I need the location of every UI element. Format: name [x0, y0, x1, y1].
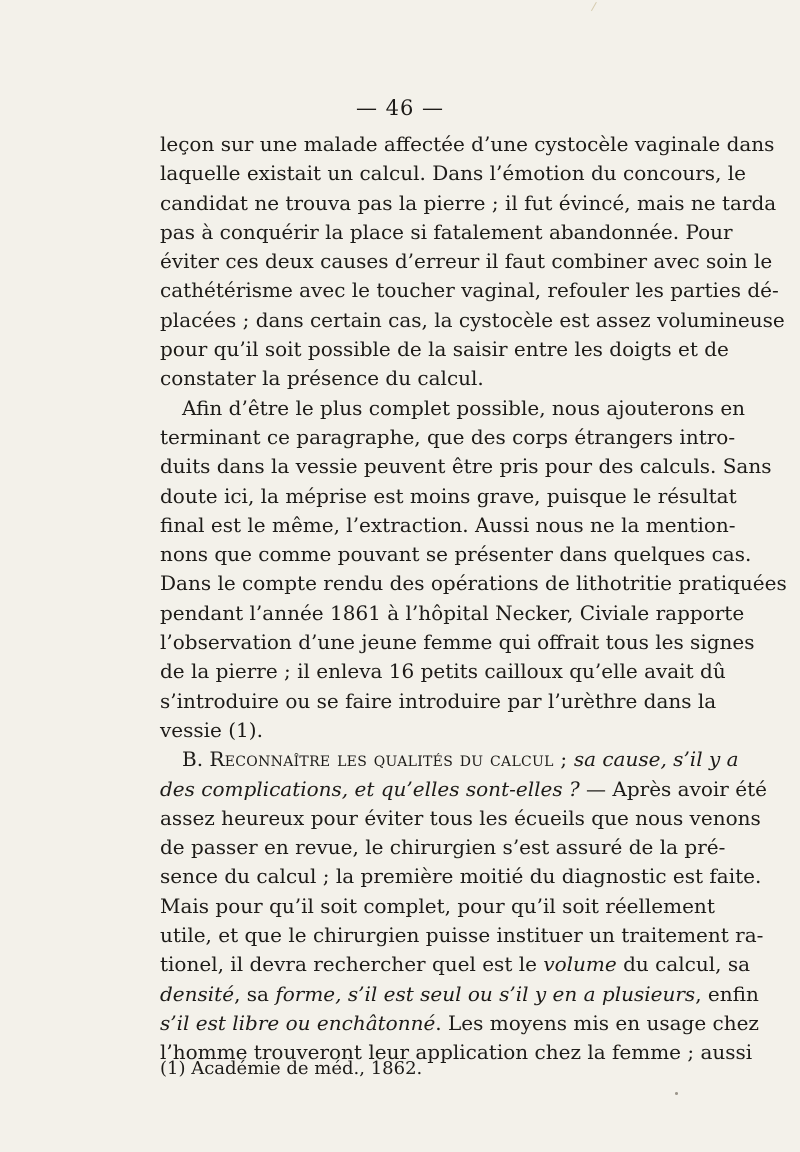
text-span: , sa	[234, 981, 276, 1006]
body-text	[160, 130, 787, 1068]
text-line: doute ici, la méprise est moins grave, puisque le résultat	[160, 483, 737, 508]
italic-term: densité	[160, 981, 235, 1006]
text-line: éviter ces deux causes d’erreur il faut combiner avec soin le	[160, 249, 773, 274]
text-line: final est le même, l’extraction. Aussi nous ne la mention-	[160, 512, 736, 537]
text-line: placées ; dans certain cas, la cystocèle est assez volumineuse	[160, 307, 785, 332]
text-line: terminant ce paragraphe, que des corps étrangers intro-	[160, 424, 736, 449]
text-line: leçon sur une malade affectée d’une cystocèle vaginale dans	[160, 132, 775, 156]
text-line	[160, 1009, 759, 1038]
text-line: de passer en revue, le chirurgien s’est assuré de la pré-	[160, 835, 726, 860]
text-line: Afin d’être le plus complet possible, nous ajouterons en	[182, 395, 746, 420]
text-line: l’observation d’une jeune femme qui offrait tous les signes	[160, 630, 755, 655]
text-line	[160, 950, 751, 979]
text-line: l’homme trouveront leur application chez la femme ; aussi	[160, 1040, 753, 1065]
text-span: du calcul, sa	[616, 952, 751, 977]
text-line	[160, 980, 759, 1009]
footnote: (1) Académie de méd., 1862.	[160, 1058, 423, 1079]
text-line: pendant l’année 1861 à l’hôpital Necker, Civiale rapporte	[160, 600, 745, 625]
paper-mark	[591, 2, 602, 14]
section-heading-italic: sa cause, s’il y a	[573, 747, 739, 772]
paper-speck	[675, 1092, 678, 1095]
text-line: candidat ne trouva pas la pierre ; il fut évincé, mais ne tarda	[160, 190, 777, 215]
text-span: , enfin	[695, 981, 759, 1006]
text-line: s’introduire ou se faire introduire par l’urèthre dans la	[160, 688, 717, 713]
text-line: Mais pour qu’il soit complet, pour qu’il soit réellement	[160, 893, 715, 918]
page-number: — 46 —	[355, 96, 445, 120]
section-heading-italic-cont: des complications, et qu’elles sont-elles ?	[160, 776, 580, 801]
section-heading: Reconnaître les qualités du calcul ;	[209, 747, 568, 772]
text-line: nons que comme pouvant se présenter dans quelques cas.	[160, 542, 752, 567]
text-span: tionel, il devra rechercher quel est le	[160, 952, 537, 977]
italic-term: s’il est libre ou enchâtonné	[160, 1010, 436, 1035]
italic-term: volume	[543, 952, 617, 977]
text-line: pas à conquérir la place si fatalement abandonnée. Pour	[160, 219, 733, 244]
text-line: de la pierre ; il enleva 16 petits cailloux qu’elle avait dû	[160, 659, 726, 684]
text-line: assez heureux pour éviter tous les écueils que nous venons	[160, 805, 761, 830]
text-line: utile, et que le chirurgien puisse instituer un traitement ra-	[160, 923, 764, 948]
text-line: cathétérisme avec le toucher vaginal, refouler les parties dé-	[160, 278, 779, 303]
text-line: sence du calcul ; la première moitié du diagnostic est faite.	[160, 864, 762, 889]
text-line: Dans le compte rendu des opérations de lithotritie pratiquées	[160, 571, 787, 596]
italic-term: forme, s’il est seul ou s’il y en a plusieurs	[275, 981, 696, 1006]
text-line: constater la présence du calcul.	[160, 366, 484, 391]
text-span: — Après avoir été	[579, 776, 767, 801]
text-line: duits dans la vessie peuvent être pris pour des calculs. Sans	[160, 454, 772, 479]
text-line: vessie (1).	[160, 717, 263, 742]
section-letter: B.	[182, 747, 204, 772]
text-line	[160, 775, 767, 804]
text-line: laquelle existait un calcul. Dans l’émotion du concours, le	[160, 161, 747, 186]
section-heading-line	[160, 745, 739, 774]
text-span: . Les moyens mis en usage chez	[435, 1010, 759, 1035]
text-line: pour qu’il soit possible de la saisir entre les doigts et de	[160, 337, 729, 362]
